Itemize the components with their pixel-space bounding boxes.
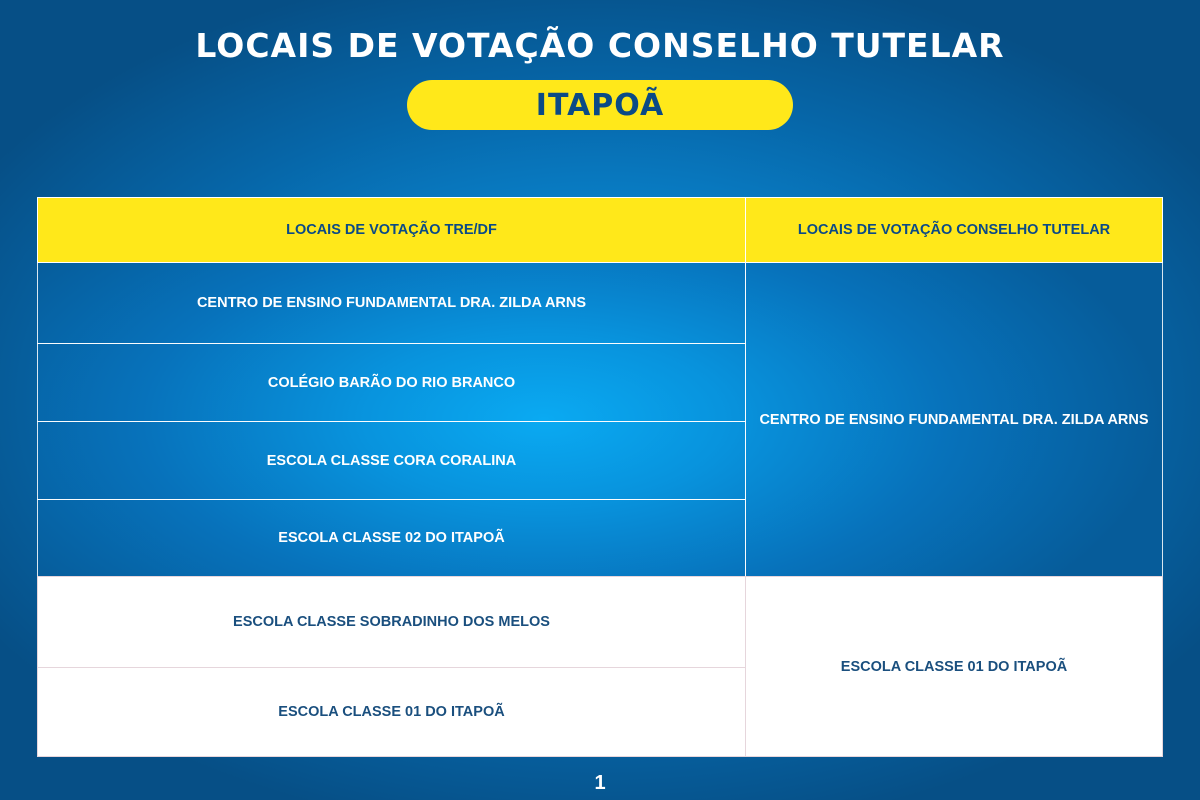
table-row: ESCOLA CLASSE 02 DO ITAPOÃ: [37, 499, 746, 577]
column-header-tre: LOCAIS DE VOTAÇÃO TRE/DF: [37, 197, 746, 263]
table-row: ESCOLA CLASSE CORA CORALINA: [37, 421, 746, 500]
column-header-conselho: LOCAIS DE VOTAÇÃO CONSELHO TUTELAR: [745, 197, 1163, 263]
page-number: 1: [594, 772, 606, 794]
table-row: CENTRO DE ENSINO FUNDAMENTAL DRA. ZILDA ARNS: [37, 262, 746, 344]
page-title: LOCAIS DE VOTAÇÃO CONSELHO TUTELAR: [195, 26, 1005, 65]
table-row: ESCOLA CLASSE 01 DO ITAPOÃ: [37, 667, 746, 757]
conselho-location-cell: ESCOLA CLASSE 01 DO ITAPOÃ: [745, 576, 1163, 757]
region-badge: [407, 80, 793, 130]
table-row: ESCOLA CLASSE SOBRADINHO DOS MELOS: [37, 576, 746, 668]
conselho-location-cell: CENTRO DE ENSINO FUNDAMENTAL DRA. ZILDA ARNS: [745, 262, 1163, 577]
table-row: COLÉGIO BARÃO DO RIO BRANCO: [37, 343, 746, 422]
region-label: ITAPOÃ: [535, 87, 665, 123]
voting-locations-table: [37, 197, 1163, 757]
